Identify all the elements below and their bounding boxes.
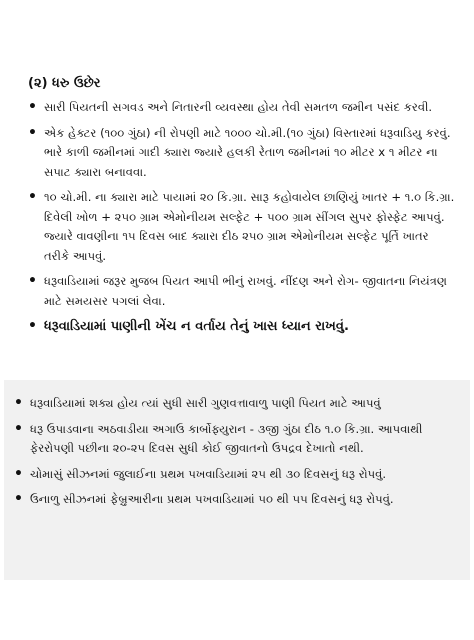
list-item-text: સારી પિયતની સગવડ અને નિતારની વ્યવસ્થા હોય તેવી સમતળ જમીન પસંદ કરવી.	[44, 100, 433, 114]
list-item	[28, 124, 456, 183]
list-item	[14, 490, 460, 510]
bullet-icon: •	[14, 420, 23, 437]
list-item	[14, 420, 460, 459]
list-item	[14, 465, 460, 485]
notes-section	[4, 380, 470, 580]
nursery-section	[20, 68, 466, 376]
bullet-icon: •	[28, 124, 37, 141]
section-heading: (૨) ધરુ ઉછેર	[28, 76, 101, 91]
bullet-icon: •	[14, 491, 23, 507]
bullet-icon: •	[28, 99, 37, 115]
bullet-icon: •	[14, 465, 23, 482]
notes-list	[14, 394, 460, 516]
list-item	[14, 394, 460, 414]
bullet-icon: •	[28, 273, 37, 289]
list-item-text: ૧૦ ચો.મી. ના ક્યારા માટે પાયામાં ૨૦ કિ.ગ્રા. સારૂ કહોવાયેલ છાણિયું ખાતર + ૧.૦ કિ.ગ્રા. દિવેલી ખોળ + ૨૫૦ ગ્રામ એમોનીયમ સલ્ફેટ + ૫૦૦ ગ્રામ સીંગલ સુપર ફોસ્ફેટ આપવું. જ્યારે વાવણીના ૧૫ દિવસ બાદ ક્યારા દીઠ ૨૫૦ ગ્રામ એમોનીયમ સલ્ફેટ પૂર્તિ ખાતર તરીકે આપવું.	[44, 190, 455, 263]
list-item	[28, 188, 456, 266]
list-item-text: ધરૂવાડિયામાં જરૂર મુજબ પિયત આપી ભીનું રાખવું. નીંદણ અને રોગ- જીવાતના નિયંત્રણ માટે સમયસર પગલાં લેવા.	[44, 274, 448, 308]
list-item	[28, 98, 456, 118]
list-item-text: ધરૂવાડિયામાં શક્ય હોય ત્યાં સુધી સારી ગુણવત્તાવાળુ પાણી પિયત માટે આપવું	[30, 396, 381, 410]
list-item-text: ઉનાળુ સીઝનમાં ફેબ્રુઆરીના પ્રથમ પખવાડિયામાં ૫૦ થી ૫૫ દિવસનું ધરૂ રોપવું.	[30, 492, 394, 506]
list-item-text: ચોમાસું સીઝનમાં જુલાઈના પ્રથમ પખવાડિયામાં ૨૫ થી ૩૦ દિવસનું ધરૂ રોપવું.	[30, 466, 387, 481]
list-item-text: ધરૂવાડિયામાં પાણીની ખેંચ ન વર્તાય તેનું ખાસ ધ્યાન રાખવું.	[44, 319, 349, 334]
nursery-points-list	[28, 98, 456, 343]
list-item-text: એક હેક્ટર (૧૦૦ ગુંઠા) ની રોપણી માટે ૧૦૦૦ ચો.મી.(૧૦ ગુંઠા) વિસ્તારમાં ધરૂવાડિયુ કરવું. ભારે કાળી જમીનમાં ગાદી ક્યારા જ્યારે હલકી રેતાળ જમીનમાં ૧૦ મીટર x ૧ મીટર ના સપાટ ક્યારા બનાવવા.	[44, 125, 451, 179]
list-item-text: ધરૂ ઉપાડવાના અઠવાડીયા અગાઉ કાર્બોફ્યુરાન - ૩જી ગુંઠા દીઠ ૧.૦ કિ.ગ્રા. આપવાથી ફેરરોપણી પછીના ૨૦-૨૫ દિવસ સુધી કોઈ જીવાતનો ઉપદ્રવ દેખાતો નથી.	[30, 421, 423, 455]
bullet-icon: •	[28, 189, 37, 205]
bullet-icon: •	[14, 395, 23, 411]
bullet-icon: •	[28, 318, 37, 334]
list-item-emphasis	[28, 317, 456, 337]
list-item	[28, 272, 456, 311]
